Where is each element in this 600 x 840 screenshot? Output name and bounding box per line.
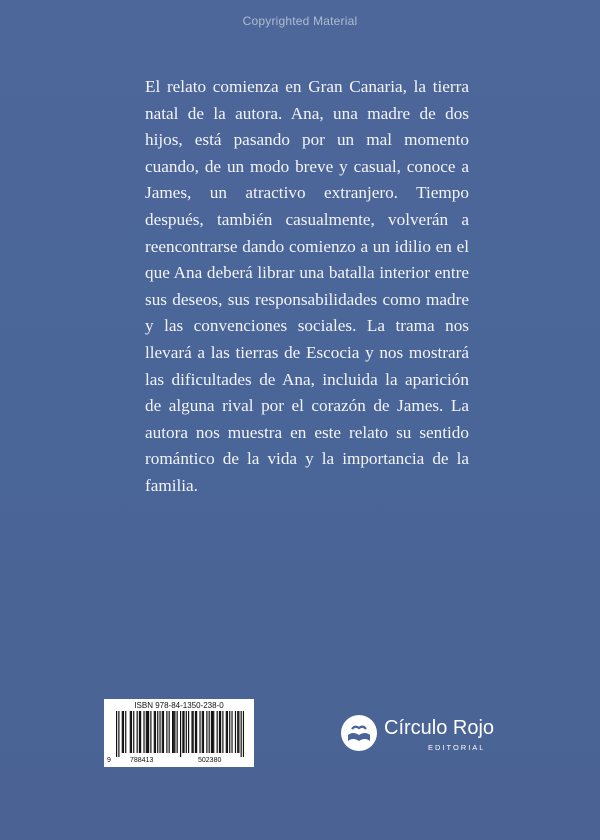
isbn-barcode — [104, 699, 254, 767]
barcode-bars — [116, 711, 244, 757]
barcode-left-digits: 788413 — [130, 757, 154, 764]
barcode-lead-digit: 9 — [107, 757, 111, 764]
publisher-name: Círculo Rojo — [384, 717, 495, 739]
copyright-watermark: Copyrighted Material — [242, 14, 358, 28]
publisher-logo — [340, 714, 510, 764]
barcode-right-digits: 502380 — [198, 757, 222, 764]
open-book-icon — [340, 714, 378, 752]
isbn-label: ISBN 978-84-1350-238-0 — [134, 701, 224, 710]
publisher-subtitle: EDITORIAL — [428, 743, 486, 752]
book-synopsis: El relato comienza en Gran Canaria, la tierra natal de la autora. Ana, una madre de dos hijos, está pasando por un mal momento cuando, de un modo breve y casual, conoce a James, un atractivo extranjero. Tiempo después, también casualmente, volverán a reencontrarse dando comienzo a un idilio en el que Ana deberá librar una batalla interior entre sus deseos, sus responsabilidades como madre y las convenciones sociales. La trama nos llevará a las tierras de Escocia y nos mostrará las dificultades de Ana, incluida la aparición de alguna rival por el corazón de James. La autora nos muestra en este relato su sentido romántico de la vida y la importancia de la familia. — [145, 77, 469, 495]
